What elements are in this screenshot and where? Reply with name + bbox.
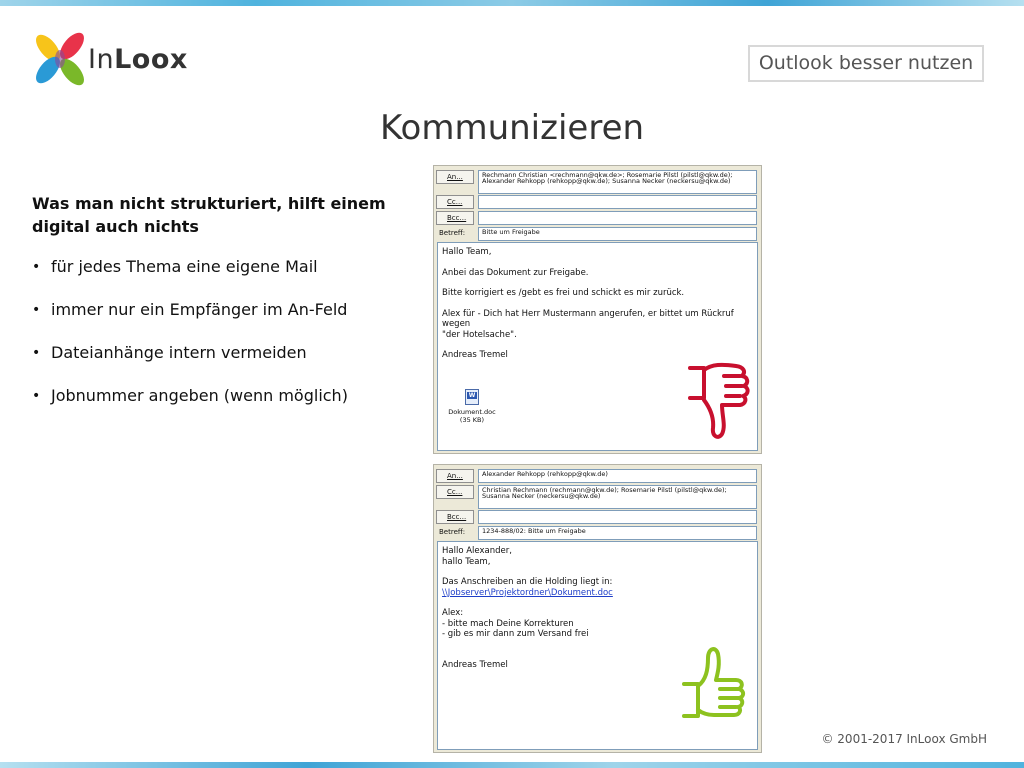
bullet-icon: •: [32, 388, 41, 404]
to-button[interactable]: An...: [436, 170, 474, 184]
bcc-button[interactable]: Bcc...: [436, 211, 474, 225]
subject-field[interactable]: 1234-888/02: Bitte um Freigabe: [478, 526, 757, 540]
subject-row: [436, 227, 759, 241]
content-heading: Was man nicht strukturiert, hilft einem digital auch nichts: [32, 194, 386, 236]
cc-field[interactable]: [478, 195, 757, 209]
cc-button[interactable]: Cc...: [436, 485, 474, 499]
to-field[interactable]: Alexander Rehkopp (rehkopp@qkw.de): [478, 469, 757, 483]
bcc-button[interactable]: Bcc...: [436, 510, 474, 524]
slide-title: Kommunizieren: [379, 108, 645, 148]
word-document-icon: W: [465, 389, 479, 405]
cc-field[interactable]: Christian Rechmann (rechmann@qkw.de); Rosemarie Pilstl (pilstl@qkw.de); Susanna Necker (neckersu@qkw.de): [478, 485, 757, 509]
message-body[interactable]: Hallo Alexander, hallo Team, Das Anschreiben an die Holding liegt in: \\Jobserver\Projektordner\Dokument.doc Alex: - bitte mach Deine Korrekturen - gib es mir dann zum Versand frei Andreas Tremel: [437, 541, 758, 750]
to-row: [436, 469, 759, 483]
inloox-logo: [32, 28, 212, 94]
logo-wordmark: InLoox: [88, 44, 188, 75]
thumbs-down-icon: [682, 360, 754, 444]
bullet-item: • Jobnummer angeben (wenn möglich): [32, 386, 348, 405]
copyright-footer: © 2001-2017 InLoox GmbH: [821, 732, 987, 746]
bcc-field[interactable]: [478, 211, 757, 225]
cc-row: [436, 485, 759, 499]
attachment-name: Dokument.doc (35 KB): [448, 408, 496, 424]
bullet-list: [32, 256, 412, 428]
bcc-row: [436, 211, 759, 225]
subject-row: [436, 526, 759, 540]
top-accent-bar: [0, 0, 1024, 6]
attachment[interactable]: [442, 389, 502, 424]
bullet-item: • Dateianhänge intern vermeiden: [32, 343, 307, 362]
message-body[interactable]: Hallo Team, Anbei das Dokument zur Freigabe. Bitte korrigiert es /gebt es frei und schickt es mir zurück. Alex für - Dich hat Herr Mustermann angerufen, er bittet um Rückruf wegen "der Hotelsache". Andreas Tremel W Dokument.doc (35 KB): [437, 242, 758, 451]
subject-field[interactable]: Bitte um Freigabe: [478, 227, 757, 241]
logo-mark-icon: [32, 28, 90, 90]
to-field[interactable]: Rechmann Christian <rechmann@qkw.de>; Rosemarie Pilstl (pilstl@qkw.de); Alexander Rehkopp (rehkopp@qkw.de); Susanna Necker (neckersu@qkw.de): [478, 170, 757, 194]
file-path-link[interactable]: \\Jobserver\Projektordner\Dokument.doc: [442, 587, 613, 598]
bullet-icon: •: [32, 345, 41, 361]
bcc-row: [436, 510, 759, 524]
thumbs-up-icon: [678, 640, 750, 724]
tagline-box: Outlook besser nutzen: [748, 45, 984, 82]
bullet-item: • immer nur ein Empfänger im An-Feld: [32, 300, 348, 319]
to-button[interactable]: An...: [436, 469, 474, 483]
subject-label: Betreff:: [439, 528, 466, 536]
bullet-icon: •: [32, 259, 41, 275]
cc-row: [436, 195, 759, 209]
cc-button[interactable]: Cc...: [436, 195, 474, 209]
bottom-accent-bar: [0, 762, 1024, 768]
bullet-item: • für jedes Thema eine eigene Mail: [32, 257, 318, 276]
to-row: [436, 170, 759, 184]
bullet-icon: •: [32, 302, 41, 318]
bcc-field[interactable]: [478, 510, 757, 524]
subject-label: Betreff:: [439, 229, 466, 237]
